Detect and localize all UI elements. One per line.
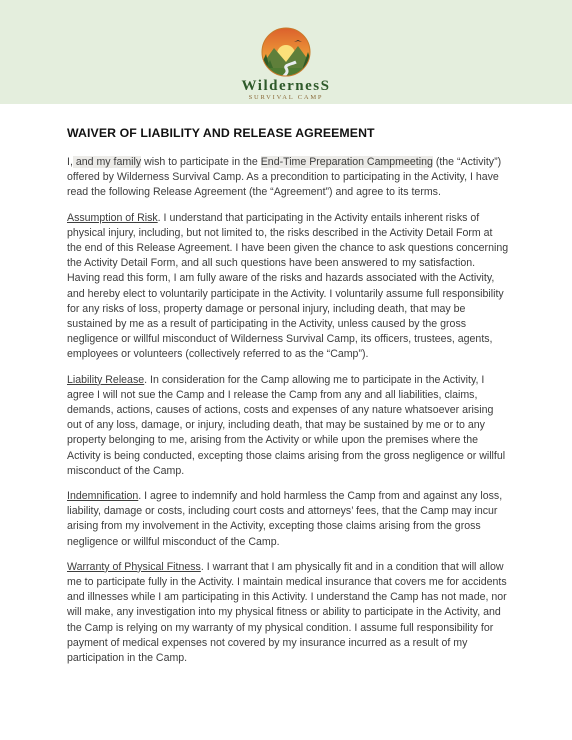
intro-paragraph [67, 155, 510, 201]
brand-name: WildernesS [241, 78, 331, 94]
section-assumption-of-risk [67, 211, 510, 363]
section-heading: Indemnification [67, 490, 139, 503]
document-title: WAIVER OF LIABILITY AND RELEASE AGREEMENT [67, 126, 375, 140]
intro-text-rest: (the “Activity”) offered by Wilderness Survival Camp. As a precondition to participating in the Activity, I have read the following Release Agreement (the “Agreement”) and agree to its terms. [67, 156, 502, 199]
section-body: . I agree to indemnify and hold harmless the Camp from and against any loss, liability, damage or costs, including court costs and attorneys’ fees, that the Camp may incur arising from my involvement in the Activity, excepting those claims arising from the gross negligence or willful misconduct of the Camp. [67, 490, 503, 548]
section-body: . I understand that participating in the Activity entails inherent risks of physical injury, including, but not limited to, the risks described in the Activity Detail Form at the end of this Release Agreement. I have been given the chance to ask questions concerning the Activity Detail Form, and all such questions have been answered to my satisfaction. Having read this form, I am fully aware of the risks and hazards associated with the Activity, and hereby elect to voluntarily participate in the Activity. I voluntarily assume full responsibility for any risks of loss, property damage or personal injury, including death, that may be sustained by me as a result of participating in the Activity, unless caused by the gross negligence or willful misconduct of Wilderness Survival Camp, its officers, trustees, agents, employees or volunteers (collectively referred to as the “Camp”). [67, 211, 509, 361]
section-heading: Assumption of Risk [67, 211, 158, 224]
section-body: . I warrant that I am physically fit and in a condition that will allow me to participate fully in the Activity. I maintain medical insurance that covers me for accidents and illnesses while I am participating in this Activity. I understand the Camp has not made, nor will make, any investigation into my physical fitness or ability to participate in the Activity, and the Camp is relying on my warranty of my physical condition. I assume full responsibility for payment of medical expenses not covered by my insurance incurred as a result of my participation in the Camp. [67, 560, 507, 665]
section-liability-release [67, 373, 510, 479]
waiver-document [67, 126, 510, 676]
section-indemnification [67, 489, 510, 550]
section-body: . In consideration for the Camp allowing me to participate in the Activity, I agree I will not sue the Camp and I release the Camp from any and all liabilities, claims, demands, actions, causes of actions, costs and expenses of any nature whatsoever arising out of any loss, damage, or injury, including death, that may be sustained by me or to any property belonging to me, arising from the Activity or while upon the premises where the Activity is being conducted, excepting those claims arising from the gross negligence or willful misconduct of the Camp. [67, 373, 506, 477]
section-warranty-physical-fitness [67, 560, 510, 666]
brand-tagline: SURVIVAL CAMP [248, 94, 324, 101]
intro-lead: I, [67, 156, 73, 168]
intro-text: wish to participate in the [141, 156, 261, 168]
section-heading: Liability Release [67, 373, 145, 386]
page-header [0, 0, 572, 104]
intro-family-field: and my family [72, 156, 142, 168]
section-heading: Warranty of Physical Fitness [67, 560, 201, 573]
event-name-field: End-Time Preparation Campmeeting [260, 156, 433, 168]
